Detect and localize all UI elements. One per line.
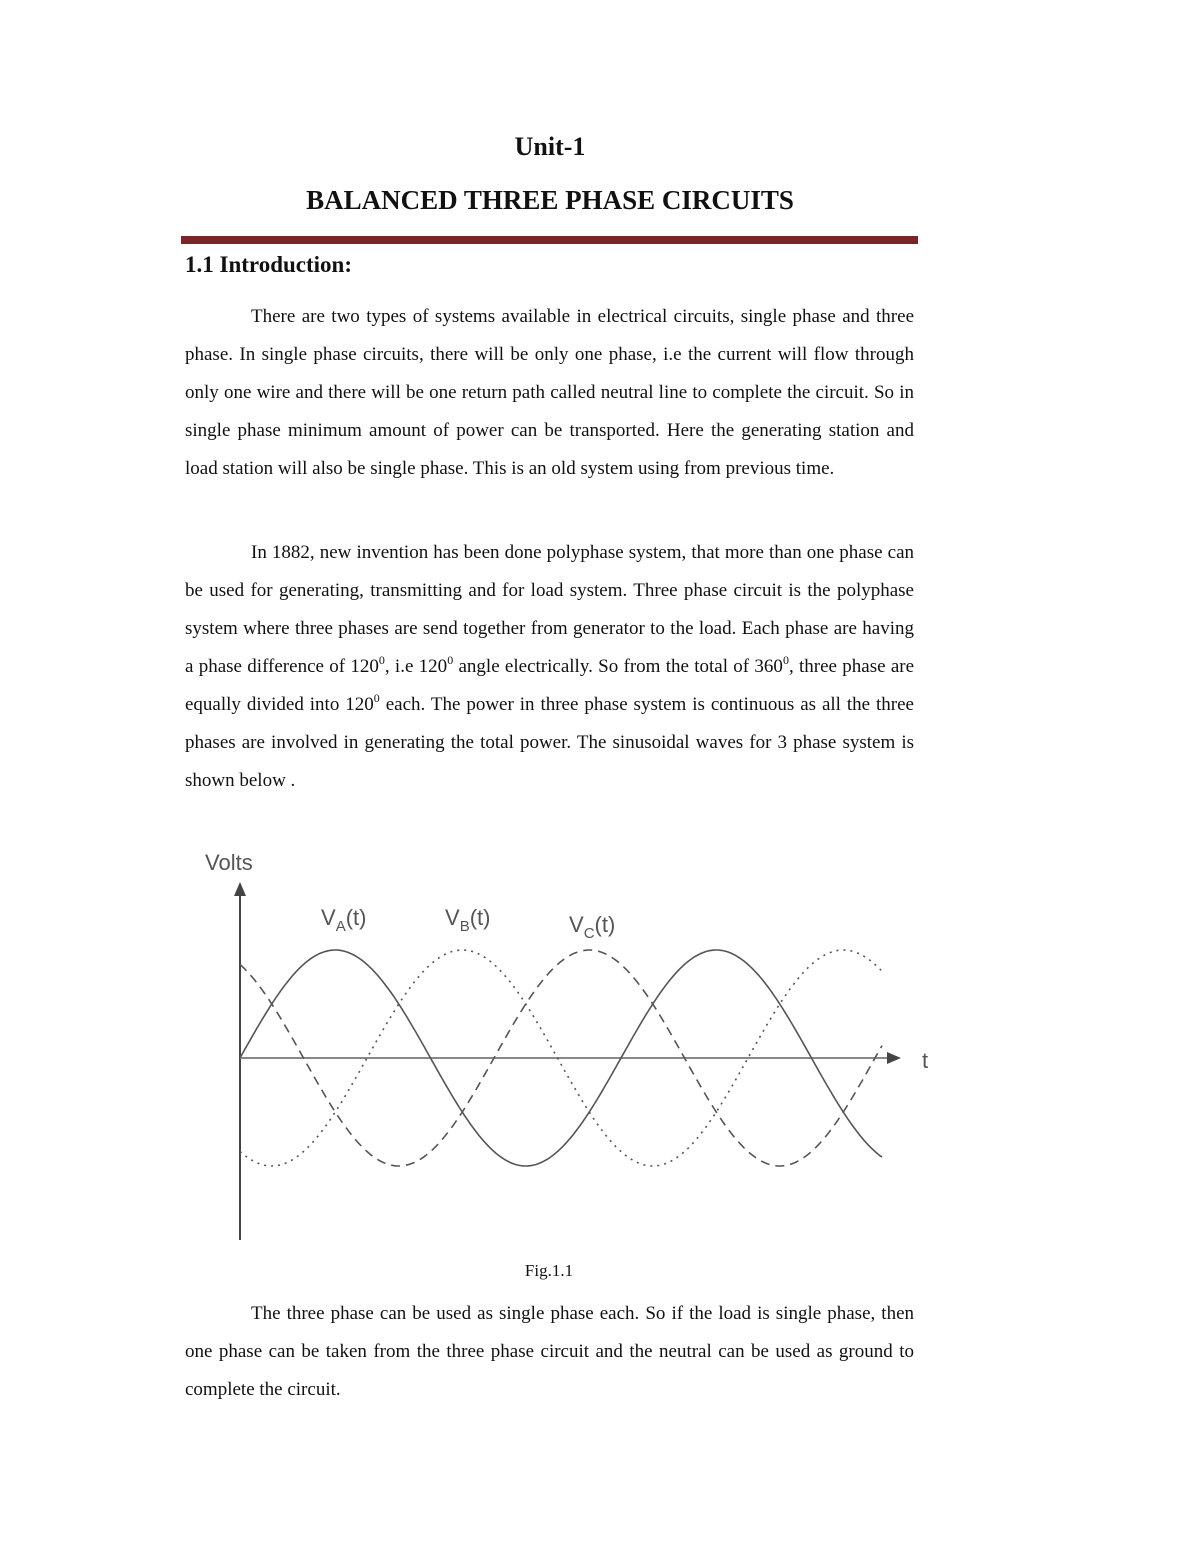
unit-title: Unit-1 xyxy=(514,132,586,161)
paragraph-1: There are two types of systems available in electrical circuits, single phase and three phase. In single phase circuits, there will be only one phase, i.e the current will flow through only one wire and there will be one return path called neutral line to complete the circuit. So in single phase minimum amount of power can be transported. Here the generating station and load station will also be single phase. This is an old system using from previous time. xyxy=(185,306,914,479)
chapter-title: BALANCED THREE PHASE CIRCUITS xyxy=(306,185,794,215)
paragraph-2: In 1882, new invention has been done polyphase system, that more than one phase can be used for generating, transmitting and for load system. Three phase circuit is the polyphase system where three phases are send together from generator to the load. Each phase are having a phase difference of $120^0$, i.e $120^0$ angle electrically. So from the total of $360^0$, three phase are equally divided into $120^0$ each. The power in three phase system is continuous as all the three phases are involved in generating the total power. The sinusoidal waves for 3 phase system is shown below . xyxy=(185,542,915,791)
y-axis-label: Volts xyxy=(205,850,253,875)
figure-caption: Fig.1.1 xyxy=(524,1261,574,1280)
waveform-labels xyxy=(321,905,615,942)
x-axis-label: t xyxy=(922,1048,929,1073)
title-divider xyxy=(181,236,918,244)
waveform-label-b: $V_B(t)$ xyxy=(445,905,491,935)
paragraph-3: The three phase can be used as single phase each. So if the load is single phase, then one phase can be taken from the three phase circuit and the neutral can be used as ground to complete the circuit. xyxy=(185,1303,914,1400)
waveform-diagram xyxy=(195,840,955,1250)
waveform-label-a: $V_A(t)$ xyxy=(321,905,367,935)
three-phase-waveform-figure xyxy=(195,840,955,1250)
waveform-label-c: $V_C(t)$ xyxy=(569,912,616,942)
section-heading: 1.1 Introduction: xyxy=(185,252,352,277)
